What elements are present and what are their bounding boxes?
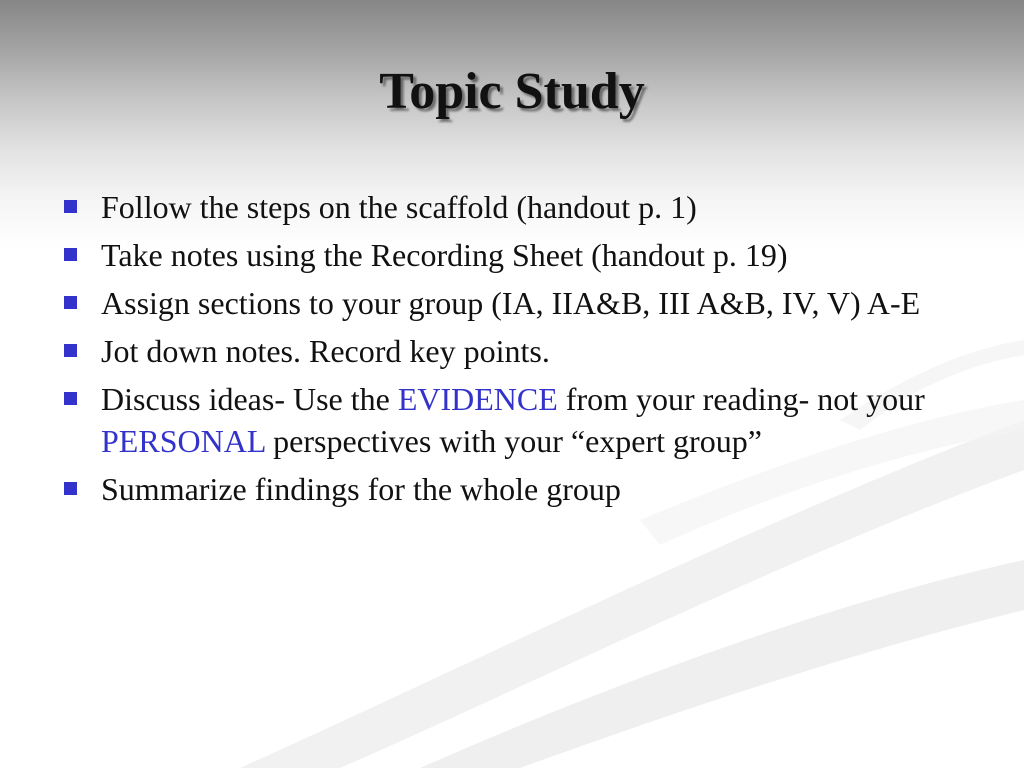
square-bullet-icon (64, 296, 77, 309)
bullet-text-part: from your reading- not your (557, 381, 925, 417)
square-bullet-icon (64, 344, 77, 357)
bullet-text: Assign sections to your group (IA, IIA&B, III A&B, IV, V) A-E (101, 285, 921, 321)
square-bullet-icon (64, 482, 77, 495)
bullet-item (62, 468, 967, 510)
bullet-list (62, 186, 967, 516)
highlight-evidence: EVIDENCE (397, 381, 558, 417)
square-bullet-icon (64, 200, 77, 213)
bullet-item (62, 330, 967, 372)
highlight-personal: PERSONAL (101, 423, 266, 459)
bullet-item (62, 378, 967, 462)
bullet-text-part: perspectives with your “expert group” (265, 423, 762, 459)
bullet-text: Take notes using the Recording Sheet (handout p. 19) (101, 237, 788, 273)
bullet-item (62, 282, 967, 324)
bullet-text: Summarize findings for the whole group (101, 471, 621, 507)
bullet-item (62, 234, 967, 276)
square-bullet-icon (64, 248, 77, 261)
bullet-text-part: Discuss ideas- Use the (101, 381, 398, 417)
bullet-item (62, 186, 967, 228)
bullet-text: Follow the steps on the scaffold (handout p. 1) (101, 189, 697, 225)
bullet-text: Jot down notes. Record key points. (101, 333, 550, 369)
square-bullet-icon (64, 392, 77, 405)
slide-title: Topic Study (379, 63, 645, 120)
